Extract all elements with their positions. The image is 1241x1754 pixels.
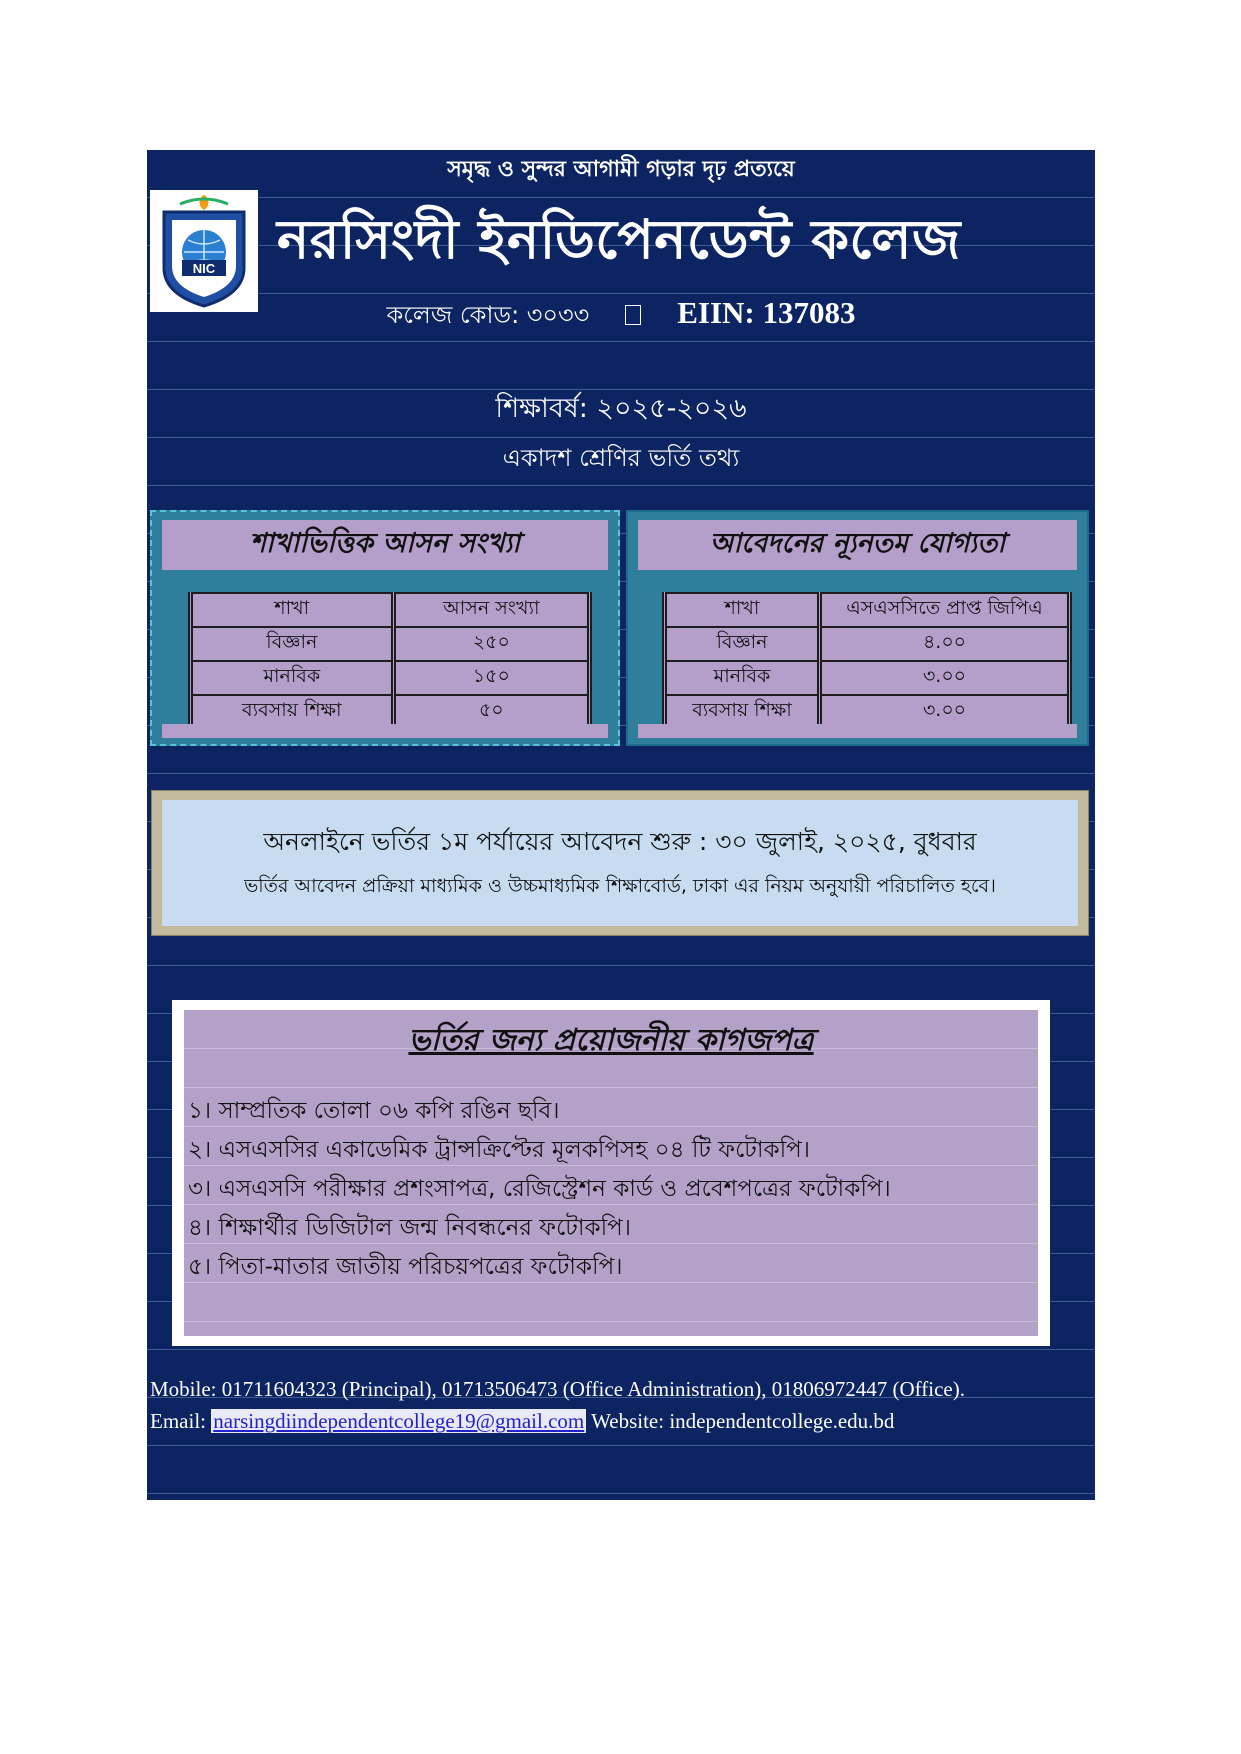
panel-footer-strip [638, 724, 1077, 738]
table-cell: ব্যবসায় শিক্ষা [191, 695, 394, 729]
table-cell: ৫০ [393, 695, 589, 729]
table-header-cell: এসএসসিতে প্রাপ্ত জিপিএ [820, 593, 1070, 627]
table-row [665, 627, 1070, 661]
table-header-row [665, 593, 1070, 627]
table-row [665, 661, 1070, 695]
table-cell: ১৫০ [393, 661, 589, 695]
table-header-cell: শাখা [191, 593, 394, 627]
eiin-number: EIIN: 137083 [677, 295, 856, 330]
table-cell: বিজ্ঞান [665, 627, 820, 661]
list-item: ১। সাম্প্রতিক তোলা ০৬ কপি রঙিন ছবি। [188, 1098, 560, 1124]
list-item: ৪। শিক্ষার্থীর ডিজিটাল জন্ম নিবন্ধনের ফটোকপি। [188, 1215, 632, 1241]
notice-title: অনলাইনে ভর্তির ১ম পর্যায়ের আবেদন শুরু : ৩০ জুলাই, ২০২৫, বুধবার [263, 827, 977, 856]
admission-notice [151, 790, 1089, 936]
table-cell: বিজ্ঞান [191, 627, 394, 661]
seat-count-title: শাখাভিত্তিক আসন সংখ্যা [162, 520, 608, 570]
documents-title: ভর্তির জন্য প্রয়োজনীয় কাগজপত্র [408, 1023, 814, 1058]
notice-subtitle: ভর্তির আবেদন প্রক্রিয়া মাধ্যমিক ও উচ্চমাধ্যমিক শিক্ষাবোর্ড, ঢাকা এর নিয়ম অনুযায়ী পরিচালিত হবে। [244, 875, 996, 897]
documents-list [188, 1092, 891, 1287]
seat-count-panel [150, 510, 620, 746]
table-header-cell: আসন সংখ্যা [393, 593, 589, 627]
academic-session: শিক্ষাবর্ষ: ২০২৫-২০২৬ [495, 393, 747, 424]
email-link[interactable]: narsingdiindependentcollege19@gmail.com [213, 1409, 585, 1433]
table-row [191, 627, 590, 661]
table-cell: ৩.০০ [820, 661, 1070, 695]
college-logo [150, 190, 258, 312]
eligibility-table [662, 592, 1072, 730]
table-cell: মানবিক [665, 661, 820, 695]
college-crest-icon [150, 190, 258, 312]
contact-email-line [150, 1409, 1095, 1434]
email-label: Email: [150, 1409, 212, 1433]
eligibility-panel [626, 510, 1089, 746]
admission-poster [147, 150, 1095, 1500]
table-row [191, 661, 590, 695]
college-code: কলেজ কোড: ৩০৩৩ [386, 301, 590, 329]
required-documents-box [172, 1000, 1050, 1346]
table-cell: ২৫০ [393, 627, 589, 661]
table-header-cell: শাখা [665, 593, 820, 627]
table-header-row [191, 593, 590, 627]
list-item: ২। এসএসসির একাডেমিক ট্রান্সক্রিপ্টের মূলকপিসহ ০৪ টি ফটোকপি। [188, 1137, 811, 1163]
list-item: ৫। পিতা-মাতার জাতীয় পরিচয়পত্রের ফটোকপি। [188, 1254, 623, 1280]
seat-count-table [188, 592, 592, 730]
table-cell: ৪.০০ [820, 627, 1070, 661]
notice-body [162, 800, 1078, 926]
tagline: সমৃদ্ধ ও সুন্দর আগামী গড়ার দৃঢ় প্রত্যয়ে [447, 157, 795, 182]
panel-footer-strip [162, 724, 608, 738]
class-admission-info: একাদশ শ্রেণির ভর্তি তথ্য [502, 444, 740, 472]
documents-body [184, 1010, 1038, 1336]
table-cell: ৩.০০ [820, 695, 1070, 729]
separator-box-icon [625, 305, 641, 325]
list-item: ৩। এসএসসি পরীক্ষার প্রশংসাপত্র, রেজিস্ট্রেশন কার্ড ও প্রবেশপত্রের ফটোকপি। [188, 1176, 891, 1202]
table-cell: মানবিক [191, 661, 394, 695]
contact-mobile: Mobile: 01711604323 (Principal), 01713506473 (Office Administration), 01806972447 (Office). [150, 1377, 965, 1401]
code-line [147, 295, 1095, 337]
college-name: নরসিংদী ইনডিপেনডেন্ট কলেজ [277, 208, 961, 271]
logo-text: NIC [192, 261, 216, 276]
eligibility-title: আবেদনের ন্যূনতম যোগ্যতা [638, 520, 1077, 570]
website-text: Website: independentcollege.edu.bd [586, 1409, 895, 1433]
table-cell: ব্যবসায় শিক্ষা [665, 695, 820, 729]
